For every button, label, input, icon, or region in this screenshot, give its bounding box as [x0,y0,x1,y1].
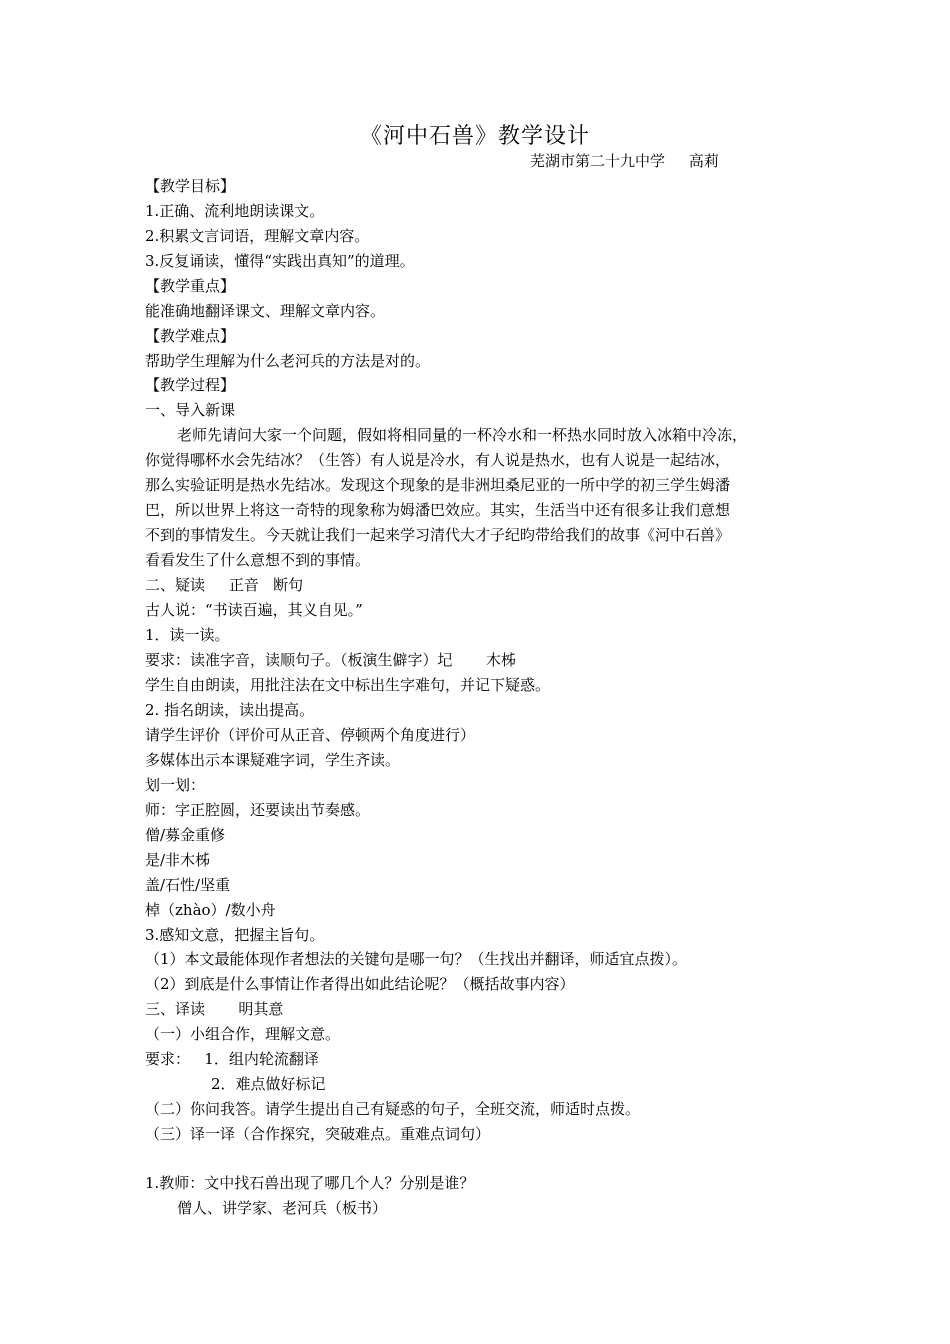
section-heading-difficulties: 【教学难点】 [145,327,236,345]
text-line: 学生自由朗读，用批注法在文中标出生字难句，并记下疑惑。 [145,676,551,694]
text-line: 要求：读准字音，读顺句子。（板演生僻字）圮 木柹 [145,651,516,669]
text-line: 请学生评价（评价可从正音、停顿两个角度进行） [145,726,476,744]
section-heading-objectives: 【教学目标】 [145,177,236,195]
text-line: 僧人、讲学家、老河兵（板书） [177,1199,388,1217]
paragraph-line: 看看发生了什么意想不到的事情。 [145,551,371,569]
text-line: 要求： 1．组内轮流翻译 [145,1050,319,1068]
text-line: 帮助学生理解为什么老河兵的方法是对的。 [145,352,431,370]
section-heading-key-points: 【教学重点】 [145,277,236,295]
section-heading-process: 【教学过程】 [145,376,236,394]
text-line: （一）小组合作，理解文意。 [145,1025,341,1043]
text-line: 1.教师：文中找石兽出现了哪几个人？分别是谁？ [145,1174,475,1192]
text-line: 2．难点做好标记 [211,1075,326,1093]
paragraph-line: 老师先请问大家一个问题，假如将相同量的一杯冷水和一杯热水同时放入冰箱中冷冻， [177,426,748,444]
text-line: 1.正确、流利地朗读课文。 [145,202,325,220]
paragraph-line: 不到的事情发生。今天就让我们一起来学习清代大才子纪昀带给我们的故事《河中石兽》 [145,526,731,544]
text-line: （三）译一译（合作探究，突破难点。重难点词句） [145,1125,491,1143]
text-line: 僧/募金重修 [145,826,226,844]
document-title: 《河中石兽》教学设计 [359,124,590,149]
text-line: 古人说：“书读百遍，其义自见。” [145,601,363,619]
text-line: 师：字正腔圆，还要读出节奏感。 [145,801,371,819]
text-line: 2. 指名朗读，读出提高。 [145,701,315,719]
text-line: （1）本文最能体现作者想法的关键句是哪一句？（生找出并翻译，师适宜点拨）。 [145,950,688,968]
text-line: 2.积累文言词语，理解文章内容。 [145,227,370,245]
subsection-heading: 二、疑读 正音 断句 [145,576,304,594]
text-line: 能准确地翻译课文、理解文章内容。 [145,302,386,320]
text-line: 多媒体出示本课疑难字词，学生齐读。 [145,751,401,769]
text-line: （二）你问我答。请学生提出自己有疑惑的句子，全班交流，师适时点拨。 [145,1100,641,1118]
text-line: 划一划： [145,776,206,794]
text-line: 1．读一读。 [145,626,230,644]
subsection-heading: 三、译读 明其意 [145,1000,284,1018]
text-line: （2）到底是什么事情让作者得出如此结论呢？（概括故事内容） [145,975,575,993]
author-line: 芜湖市第二十九中学 高莉 [530,152,719,170]
text-line: 3.反复诵读，懂得“实践出真知”的道理。 [145,252,415,270]
text-line: 盖/石性/坚重 [145,876,231,894]
text-line: 3.感知文意，把握主旨句。 [145,926,325,944]
text-line: 棹（zhào）/数小舟 [145,901,276,919]
text-line: 是/非木柹 [145,851,211,869]
subsection-heading: 一、导入新课 [145,401,236,419]
paragraph-line: 你觉得哪杯水会先结冰？（生答）有人说是冷水，有人说是热水，也有人说是一起结冰， [145,451,731,469]
paragraph-line: 巴，所以世界上将这一奇特的现象称为姆潘巴效应。其实，生活当中还有很多让我们意想 [145,501,731,519]
paragraph-line: 那么实验证明是热水先结冰。发现这个现象的是非洲坦桑尼亚的一所中学的初三学生姆潘 [145,476,731,494]
